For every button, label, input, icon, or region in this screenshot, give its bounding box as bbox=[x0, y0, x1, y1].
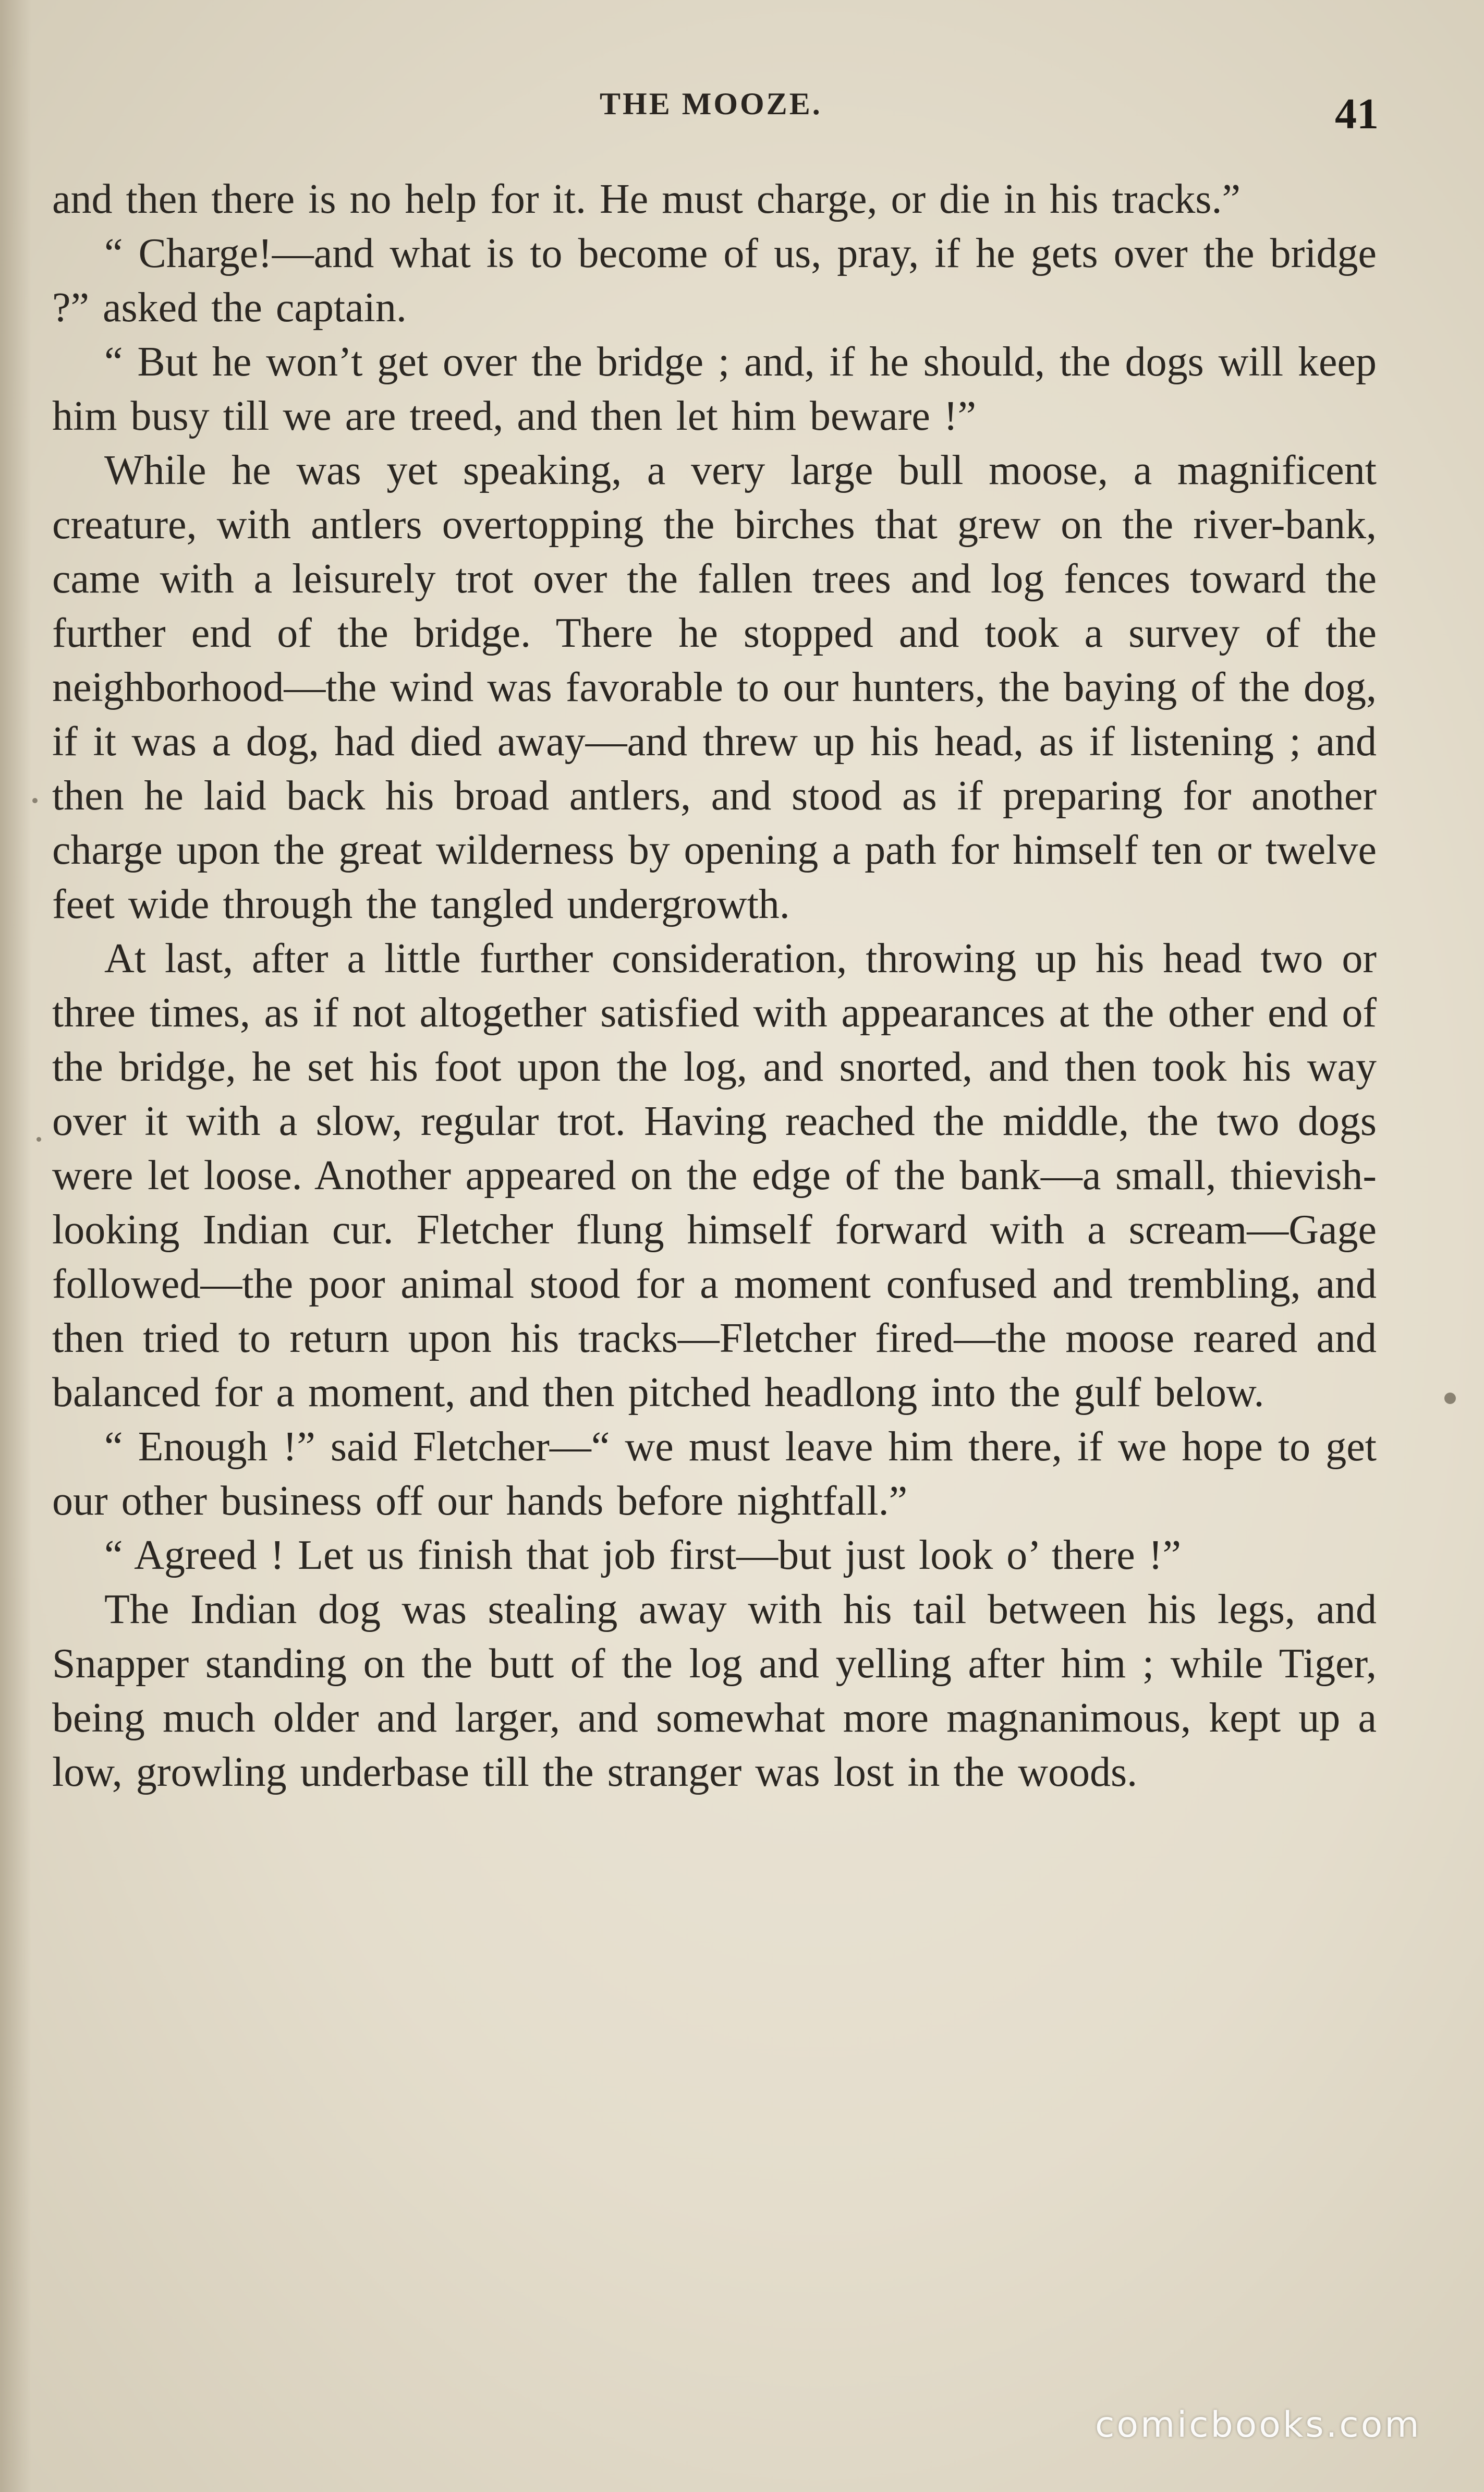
paragraph: and then there is no help for it. He must charge, or die in his tracks.” bbox=[52, 176, 1241, 222]
paragraph: While he was yet speaking, a very large bull moose, a magnificent creature, with antlers overtopping the birches that grew on the river-bank, came with a leisurely trot over the fallen trees and log fences toward the further end of the bridge. There he stopped and took a survey of the neighborhood—the wind was favorable to our hunters, the baying of the dog, if it was a dog, had died away—and threw up his head, as if listening ; and then he laid back his broad antlers, and stood as if preparing for another charge upon the great wilderness by opening a path for himself ten or twelve feet wide through the tangled undergrowth. bbox=[52, 447, 1377, 927]
page-gutter-shadow bbox=[0, 0, 31, 2492]
paragraph: “ Charge!—and what is to become of us, pray, if he gets over the bridge ?” asked the captain. bbox=[52, 231, 1377, 331]
paragraph: At last, after a little further consideration, throwing up his head two or three times, as if not altogether satisfied with appearances at the other end of the bridge, he set his foot upon the log, and snorted, and then took his way over it with a slow, regular trot. Having reached the middle, the two dogs were let loose. Another appeared on the edge of the bank—a small, thievish-looking Indian cur. Fletcher flung himself forward with a scream—Gage followed—the poor animal stood for a moment confused and trembling, and then tried to return upon his tracks—Fletcher fired—the moose reared and balanced for a moment, and then pitched headlong into the gulf below. bbox=[52, 936, 1377, 1416]
paragraph: “ But he won’t get over the bridge ; and, if he should, the dogs will keep him busy till we are treed, and then let him beware !” bbox=[52, 339, 1377, 439]
watermark: comicbooks.com bbox=[1095, 2404, 1421, 2446]
paragraph: “ Agreed ! Let us finish that job first—but just look o’ there !” bbox=[104, 1532, 1181, 1578]
paper-speck bbox=[1444, 1393, 1456, 1404]
page-number: 41 bbox=[1335, 90, 1379, 138]
paper-speck bbox=[37, 1137, 41, 1142]
paragraph: “ Enough !” said Fletcher—“ we must leave him there, if we hope to get our other business off our hands before nightfall.” bbox=[52, 1424, 1377, 1524]
paragraph: The Indian dog was stealing away with his tail between his legs, and Snapper standing on the butt of the log and yelling after him ; while Tiger, being much older and larger, and somewhat more magnanimous, kept up a low, growling underbase till the stranger was lost in the woods. bbox=[52, 1587, 1377, 1795]
running-title: THE MOOZE. bbox=[600, 87, 822, 121]
body-text bbox=[52, 172, 1377, 1799]
paper-speck bbox=[32, 798, 38, 803]
